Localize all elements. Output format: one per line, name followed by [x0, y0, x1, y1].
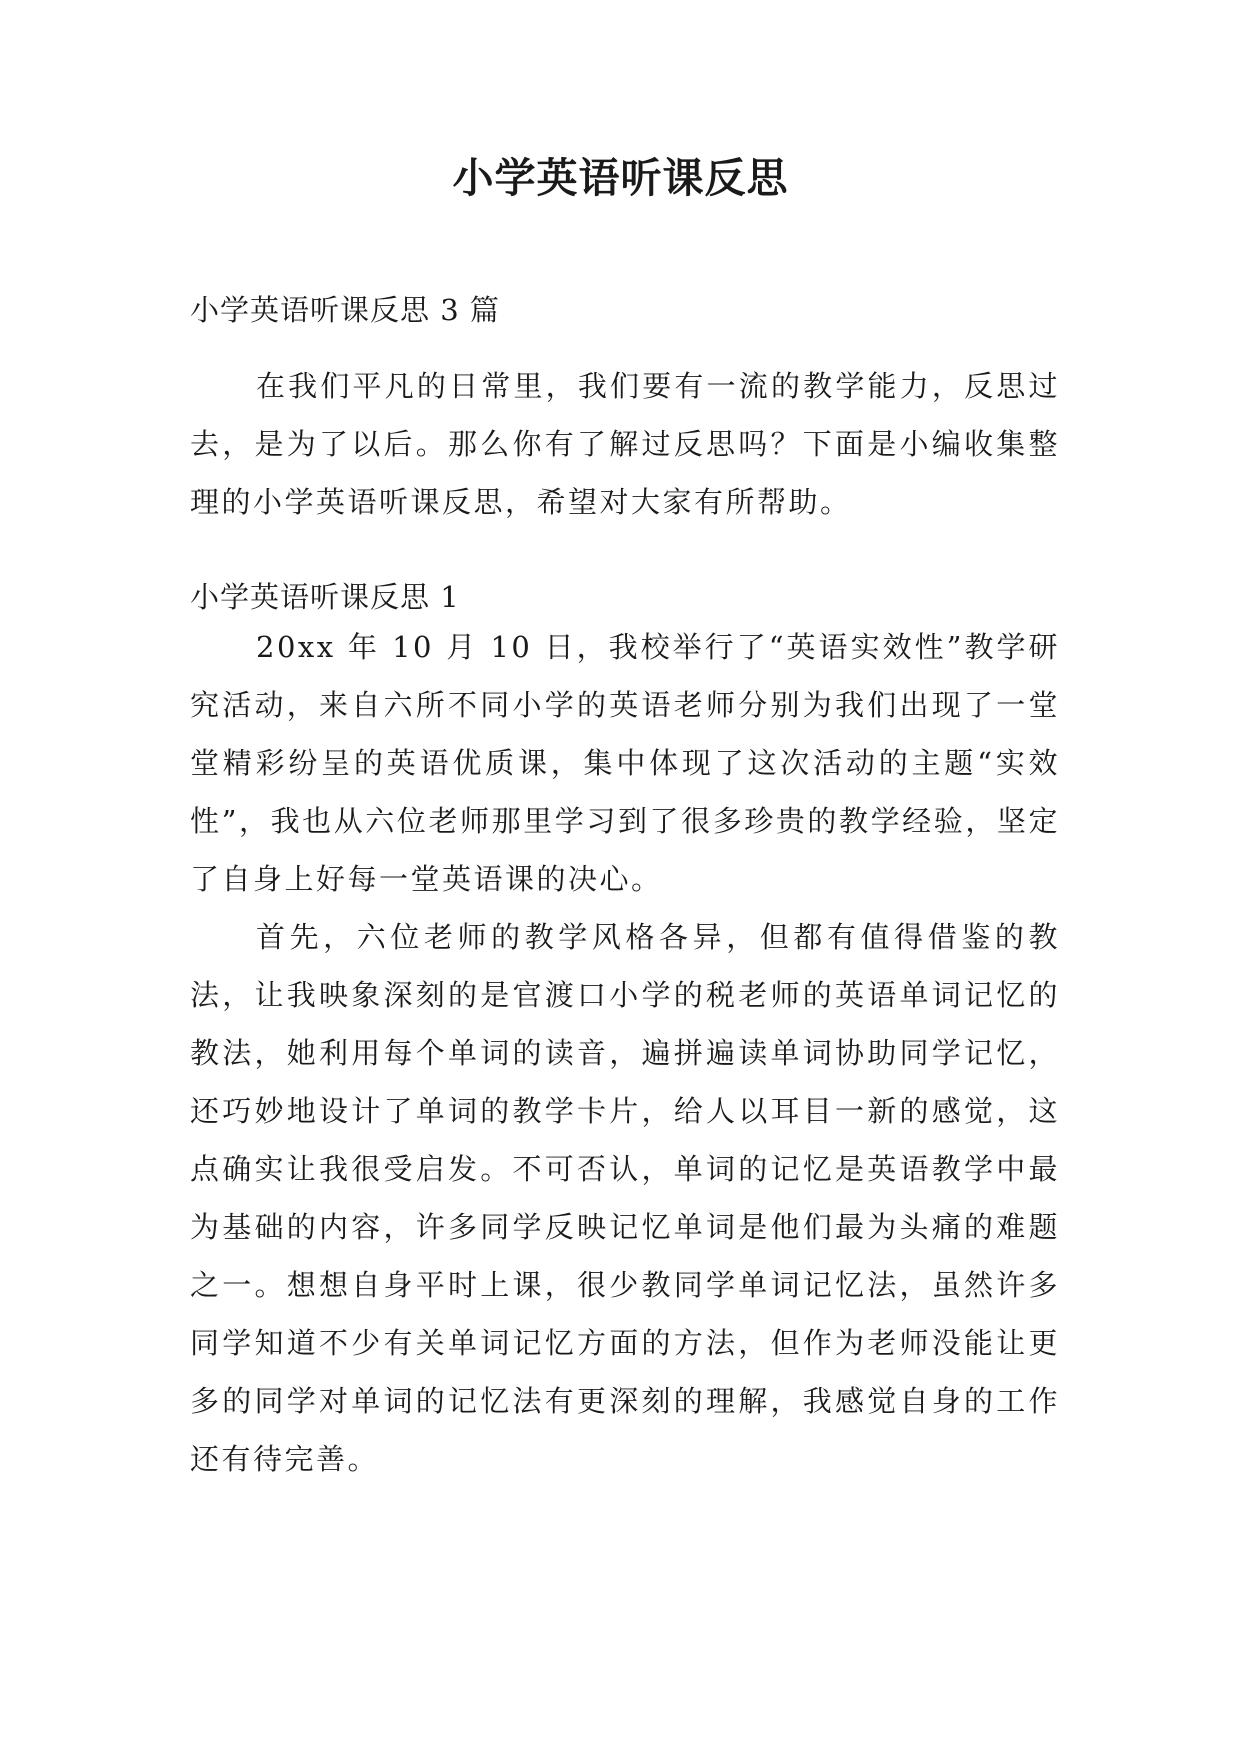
section-heading-1: 小学英语听课反思 1	[190, 580, 460, 614]
intro-paragraph: 在我们平凡的日常里，我们要有一流的教学能力，反思过去，是为了以后。那么你有了解过反思吗？下面是小编收集整理的小学英语听课反思，希望对大家有所帮助。	[190, 369, 1060, 519]
section1-paragraph-2: 首先，六位老师的教学风格各异，但都有值得借鉴的教法，让我映象深刻的是官渡口小学的税老师的英语单词记忆的教法，她利用每个单词的读音，遍拼遍读单词协助同学记忆，还巧妙地设计了单词的教学卡片，给人以耳目一新的感觉，这点确实让我很受启发。不可否认，单词的记忆是英语教学中最为基础的内容，许多同学反映记忆单词是他们最为头痛的难题之一。想想自身平时上课，很少教同学单词记忆法，虽然许多同学知道不少有关单词记忆方面的方法，但作为老师没能让更多的同学对单词的记忆法有更深刻的理解，我感觉自身的工作还有待完善。	[190, 920, 1060, 1476]
document-title: 小学英语听课反思	[452, 154, 789, 202]
document-subtitle: 小学英语听课反思 3 篇	[190, 293, 500, 327]
section1-paragraph-1: 20xx 年 10 月 10 日，我校举行了“英语实效性”教学研究活动，来自六所不同小学的英语老师分别为我们出现了一堂堂精彩纷呈的英语优质课，集中体现了这次活动的主题“实效性”，我也从六位老师那里学习到了很多珍贵的教学经验，坚定了自身上好每一堂英语课的决心。	[190, 630, 1060, 896]
